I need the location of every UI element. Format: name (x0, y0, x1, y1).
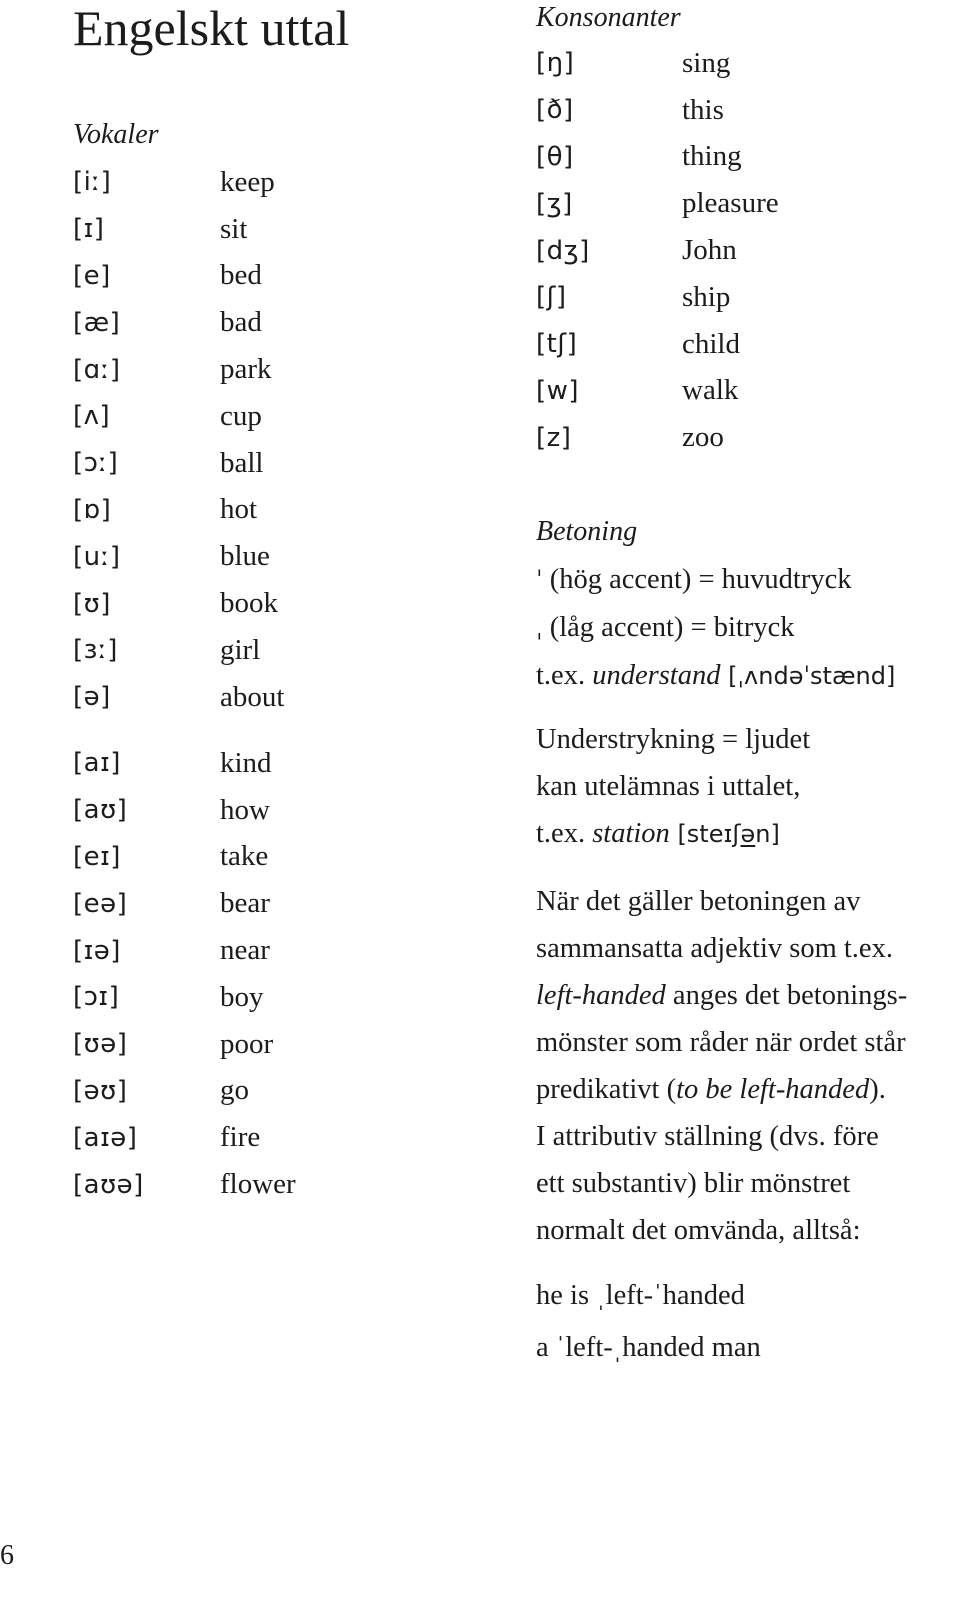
example-phrase: to be left-handed (676, 1074, 870, 1105)
ipa-symbol: [ʊ] (73, 588, 111, 619)
example-word: thing (682, 140, 742, 173)
list-item (73, 740, 296, 787)
ipa-symbol: [ɔɪ] (73, 982, 120, 1013)
note-text: ). (869, 1074, 886, 1105)
note-text: predikativt ( (536, 1074, 677, 1105)
list-item (73, 253, 284, 300)
list-item (73, 159, 284, 206)
example-sentence: he is ˌleft-ˈhanded (536, 1280, 745, 1311)
ipa-symbol: [ə] (73, 682, 111, 713)
list-item (73, 299, 284, 346)
ipa-symbol: [w] (536, 375, 580, 406)
list-item (73, 346, 284, 393)
underline-note (536, 716, 946, 858)
ipa-symbol: [ʒ] (536, 188, 573, 219)
example-word: child (682, 327, 740, 360)
list-item (73, 787, 296, 834)
ipa-symbol: [ɪ] (73, 214, 105, 245)
example-word: John (682, 234, 737, 267)
note-text: anges det betonings- (665, 980, 908, 1011)
list-item (536, 321, 779, 368)
list-item (73, 627, 284, 674)
note-line (536, 972, 946, 1019)
ipa-symbol: [aɪ] (73, 748, 121, 779)
example-sentence: a ˈleft-ˌhanded man (536, 1332, 761, 1363)
ipa-symbol: [ɑː] (73, 354, 121, 385)
list-item (73, 533, 284, 580)
consonant-list (536, 40, 779, 461)
example-word: pleasure (682, 187, 779, 220)
list-item (73, 974, 296, 1021)
example-word: cup (220, 399, 262, 432)
list-item (73, 880, 296, 927)
example-word: walk (682, 374, 739, 407)
note-line: normalt det omvända, alltså: (536, 1215, 861, 1246)
note-line: mönster som råder när ordet står (536, 1027, 906, 1058)
list-item (536, 414, 779, 461)
ipa-symbol: [ʃ] (536, 282, 567, 313)
secondary-stress-text: (låg accent) = bitryck (542, 612, 795, 643)
example-word: book (220, 587, 278, 620)
diphthong-list (73, 740, 296, 1208)
example-word: about (220, 680, 285, 713)
list-item (73, 927, 296, 974)
list-item (536, 40, 779, 87)
example-word: blue (220, 540, 270, 573)
list-item (73, 487, 284, 534)
list-item (536, 368, 779, 415)
list-item (536, 227, 779, 274)
example-word: near (220, 934, 270, 967)
underline-example-line (536, 810, 946, 858)
list-item (73, 580, 284, 627)
note-line: Understrykning = ljudet (536, 724, 811, 755)
list-item (73, 1114, 296, 1161)
list-item (73, 206, 284, 253)
example-word: ball (220, 446, 264, 479)
example-word: poor (220, 1027, 274, 1060)
list-item (73, 674, 284, 721)
ipa-symbol: [θ] (536, 141, 574, 172)
primary-stress-line (536, 556, 946, 604)
example-word: hot (220, 493, 258, 526)
example-word: left-handed (536, 980, 666, 1011)
ipa-symbol: [eɪ] (73, 841, 121, 872)
ipa-symbol: [iː] (73, 167, 112, 198)
example-word: park (220, 353, 272, 386)
compound-note (536, 878, 946, 1254)
ipa-symbol: [aɪə] (73, 1122, 138, 1153)
monophthong-list (73, 159, 284, 721)
ipa-symbol: [uː] (73, 541, 121, 572)
consonants-heading: Konsonanter (536, 2, 681, 33)
example-word: fire (220, 1121, 261, 1154)
vowels-heading: Vokaler (73, 119, 159, 150)
example-word: this (682, 93, 724, 126)
ipa-symbol: [dʒ] (536, 235, 590, 266)
note-line: kan utelämnas i uttalet, (536, 771, 801, 802)
ipa-symbol: [æ] (73, 307, 121, 338)
example-word: ship (682, 280, 731, 313)
stress-legend (536, 556, 946, 700)
list-item (536, 180, 779, 227)
list-item (73, 1068, 296, 1115)
ipa-symbol: [z] (536, 422, 572, 453)
ipa-symbol: [aʊə] (73, 1169, 144, 1200)
example-ipa: n] (755, 820, 780, 848)
list-item (73, 393, 284, 440)
example-prefix: t.ex. (536, 660, 593, 691)
list-item (73, 1161, 296, 1208)
example-word: bed (220, 259, 262, 292)
ipa-symbol: [əʊ] (73, 1075, 128, 1106)
ipa-symbol: [ʊə] (73, 1029, 128, 1060)
note-line: I attributiv ställning (dvs. före (536, 1121, 879, 1152)
ipa-symbol: [e] (73, 260, 111, 291)
ipa-symbol: [ɔː] (73, 448, 119, 479)
example-word: boy (220, 980, 264, 1013)
example-word: understand (592, 660, 721, 691)
secondary-stress-mark: ˌ (536, 614, 543, 642)
example-word: girl (220, 633, 261, 666)
secondary-stress-line (536, 604, 946, 652)
note-line (536, 1066, 946, 1113)
note-line: När det gäller betoningen av (536, 886, 861, 917)
note-line: sammansatta adjektiv som t.ex. (536, 933, 893, 964)
page-title: Engelskt uttal (73, 0, 350, 56)
ipa-symbol: [ɒ] (73, 494, 112, 525)
list-item (536, 134, 779, 181)
ipa-symbol: [ŋ] (536, 48, 575, 79)
stress-examples (536, 1270, 946, 1374)
example-word: go (220, 1074, 249, 1107)
ipa-symbol: [ɜː] (73, 635, 118, 666)
example-prefix: t.ex. (536, 818, 593, 849)
example-word: sit (220, 212, 248, 245)
list-item (73, 440, 284, 487)
underlined-sound: ə (740, 820, 756, 848)
primary-stress-mark: ˈ (536, 566, 543, 594)
ipa-symbol: [ð] (536, 95, 574, 126)
list-item (536, 87, 779, 134)
ipa-symbol: [aʊ] (73, 795, 128, 826)
example-word: flower (220, 1168, 296, 1201)
example-word: kind (220, 746, 272, 779)
ipa-symbol: [tʃ] (536, 329, 578, 360)
example-word: bear (220, 887, 270, 920)
example-ipa: [steɪʃ (669, 820, 741, 848)
example-word: station (592, 818, 670, 849)
stress-example-line (536, 652, 946, 700)
stress-heading: Betoning (536, 516, 638, 547)
example-word: keep (220, 165, 275, 198)
example-word: sing (682, 46, 731, 79)
list-item (73, 1021, 296, 1068)
list-item (536, 274, 779, 321)
example-word: bad (220, 306, 262, 339)
note-line: ett substantiv) blir mönstret (536, 1168, 851, 1199)
page-number: 6 (0, 1540, 14, 1571)
ipa-symbol: [ɪə] (73, 935, 121, 966)
example-word: take (220, 840, 269, 873)
list-item (73, 834, 296, 881)
example-word: how (220, 793, 270, 826)
example-word: zoo (682, 421, 724, 454)
example-ipa: [ˌʌndəˈstænd] (720, 662, 896, 690)
primary-stress-text: (hög accent) = huvudtryck (542, 564, 852, 595)
ipa-symbol: [eə] (73, 888, 128, 919)
ipa-symbol: [ʌ] (73, 401, 111, 432)
